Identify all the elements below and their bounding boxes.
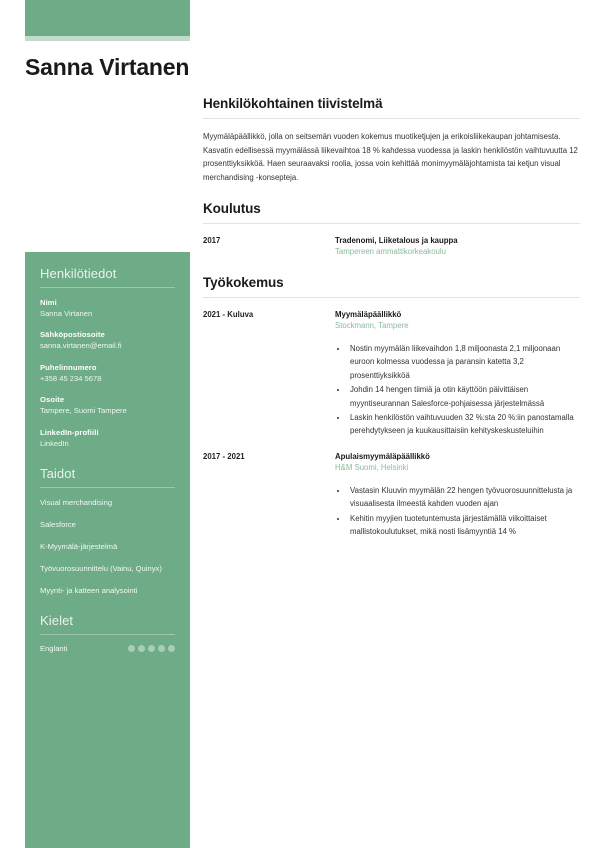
education-entry [203,235,580,259]
sidebar-divider [40,487,175,488]
sidebar-divider [40,287,175,288]
experience-entry [203,451,580,540]
rating-dot [148,645,155,652]
language-rating [128,645,175,652]
sidebar-divider [40,634,175,635]
education-degree: Tradenomi, Liiketalous ja kauppa [335,235,458,245]
detail-value-linkedin-link[interactable]: LinkedIn [40,438,69,448]
experience-body [335,309,580,439]
experience-role: Apulaismyymäläpäällikkö [335,451,430,461]
detail-label: Osoite [40,395,65,405]
summary-text: Myymäläpäällikkö, jolla on seitsemän vuoden kokemus muotiketjujen ja erikoisliikekaupan johtamisesta. Kasvatin edellisessä myymälässä liikevaihtoa 18 % kahdessa vuodessa ja laskin henkilöstön vaihtuvuutta 12 prosenttiyksikköä. Haen seuraavaksi roolia, jossa voin kehittää monimyymäläjohtamista tai ketjun visual merchandising -konsepteja. [203,132,578,182]
experience-entry [203,309,580,439]
sidebar-heading-languages: Kielet [40,612,74,628]
education-body [335,235,580,259]
section-divider [203,118,580,119]
experience-date: 2021 - Kuluva [203,310,254,320]
sidebar-section-languages [40,613,175,653]
skill-item: K-Myymälä-järjestelmä [40,541,118,551]
section-experience [203,275,580,540]
detail-label: Puhelinnumero [40,362,97,372]
section-divider [203,223,580,224]
experience-bullets [335,484,580,539]
language-name: Englanti [40,643,68,653]
bullet-item: • Laskin henkilöstön vaihtuvuuden 32 %:sta 20 %:iin panostamalla perehdytykseen ja kuukausittaisiin kehityskeskusteluihin [348,411,580,438]
experience-date: 2017 - 2021 [203,452,245,462]
detail-value: +358 45 234 5678 [40,373,102,383]
rating-dot [168,645,175,652]
detail-value: Sanna Virtanen [40,309,93,318]
sidebar-heading-skills: Taidot [40,465,76,481]
skill-item: Myynti- ja katteen analysointi [40,585,138,595]
sidebar-section-personal-details [40,266,175,449]
detail-label: LinkedIn-profiili [40,427,99,437]
section-heading-experience: Työkokemus [203,274,284,290]
detail-value: Tampere, Suomi Tampere [40,406,127,416]
education-institution: Tampereen ammattikorkeakoulu [335,247,446,257]
section-education [203,201,580,259]
education-date: 2017 [203,236,221,246]
detail-item-name [40,297,175,319]
language-row [40,644,175,653]
skill-item: Työvuorosuunnittelu (Vainu, Quinyx) [40,563,162,573]
skill-item: Salesforce [40,519,76,529]
rating-dot [158,645,165,652]
skill-item: Visual merchandising [40,497,113,507]
detail-item-address [40,394,175,416]
detail-label: Sähköpostiosoite [40,330,105,340]
rating-dot [138,645,145,652]
rating-dot [128,645,135,652]
header-accent-underline [25,36,190,41]
bullet-item: • Vastasin Kluuvin myymälän 22 hengen työvuorosuunnittelusta ja visuaalisesta ilmeestä kahden vuoden ajan [348,484,580,511]
experience-bullets [335,342,580,438]
detail-item-linkedin [40,427,175,449]
page-title: Sanna Virtanen [25,54,190,80]
section-summary [203,96,580,185]
experience-role: Myymäläpäällikkö [335,309,402,319]
section-heading-education: Koulutus [203,200,261,216]
experience-company: Stockmann, Tampere [335,321,409,331]
detail-item-email [40,329,175,351]
sidebar-section-skills [40,466,175,596]
section-divider [203,297,580,298]
sidebar [25,252,190,848]
detail-item-phone [40,362,175,384]
bullet-item: • Johdin 14 hengen tiimiä ja otin käyttöön päivittäisen myyntiseurannan Salesforce-pohjaisessa järjestelmässä [348,383,580,410]
experience-body [335,451,580,540]
detail-label: Nimi [40,298,57,307]
detail-value[interactable]: sanna.virtanen@email.fi [40,341,122,351]
bullet-item: • Nostin myymälän liikevaihdon 1,8 miljoonasta 2,1 miljoonaan euroon kolmessa vuodessa ja paransin katetta 3,2 prosenttiyksikköä [348,342,580,382]
sidebar-heading-personal-details: Henkilötiedot [40,266,117,281]
experience-company: H&M Suomi, Helsinki [335,463,409,473]
main-content [203,96,580,552]
bullet-item: • Kehitin myyjien tuotetuntemusta järjestämällä viikoittaiset mallistokoulutukset, mikä nosti lisämyyntiä 14 % [348,512,580,539]
section-heading-summary: Henkilökohtainen tiivistelmä [203,96,383,111]
header-accent-bar [25,0,190,36]
